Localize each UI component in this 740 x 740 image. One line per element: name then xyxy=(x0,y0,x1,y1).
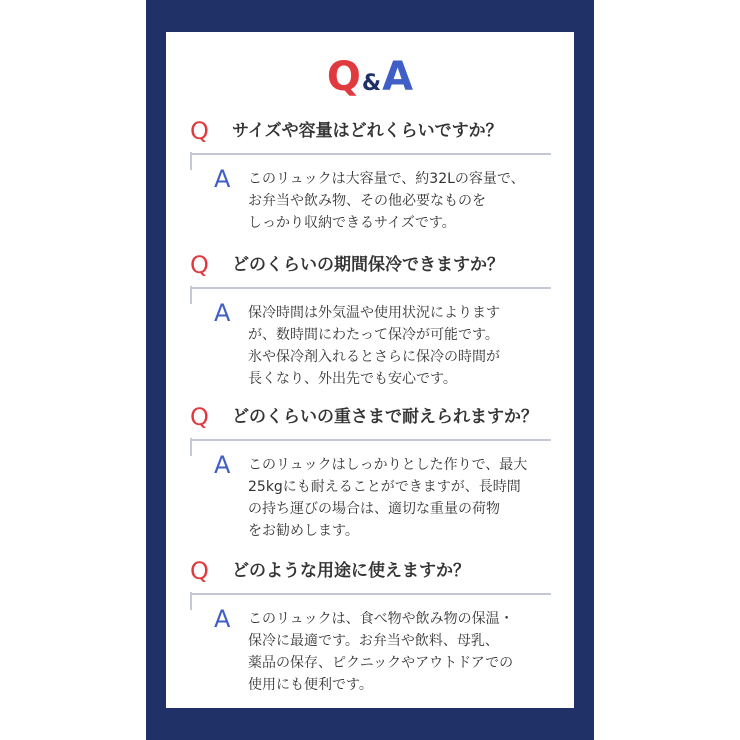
divider-accent-2 xyxy=(190,286,192,304)
answer-2-line: 氷や保冷剤入れるとさらに保冷の時間が xyxy=(248,349,500,365)
answer-mark-1: A xyxy=(214,165,231,193)
answer-1-line: しっかり収納できるサイズです。 xyxy=(248,215,456,231)
answer-1-line: お弁当や飲み物、その他必要なものを xyxy=(248,193,486,209)
question-mark-2: Q xyxy=(190,251,209,279)
divider-accent-3 xyxy=(190,438,192,456)
answer-2-line: 保冷時間は外気温や使用状況によります xyxy=(248,305,500,321)
answer-2-line: が、数時間にわたって保冷が可能です。 xyxy=(248,327,499,343)
question-mark-4: Q xyxy=(190,557,209,585)
answer-3-line: の持ち運びの場合は、適切な重量の荷物 xyxy=(248,501,500,517)
title-q: Q xyxy=(326,54,361,100)
answer-1 xyxy=(248,168,560,234)
answer-3-line: をお勧めします。 xyxy=(248,523,359,539)
title-a: A xyxy=(382,54,414,100)
answer-mark-3: A xyxy=(214,451,231,479)
divider-4 xyxy=(190,593,551,595)
divider-2 xyxy=(190,287,551,289)
question-1: サイズや容量はどれくらいですか？ xyxy=(232,121,503,141)
answer-2 xyxy=(248,302,560,390)
question-mark-3: Q xyxy=(190,403,209,431)
answer-mark-2: A xyxy=(214,299,231,327)
answer-2-line: 長くなり、外出先でも安心です。 xyxy=(248,371,457,387)
answer-4-line: このリュックは、食べ物や飲み物の保温・ xyxy=(248,611,514,627)
answer-4-line: 保冷に最適です。お弁当や飲料、母乳、 xyxy=(248,633,499,649)
qa-title xyxy=(166,54,574,114)
answer-3 xyxy=(248,454,560,542)
qa-card xyxy=(166,32,574,708)
answer-3-line: このリュックはしっかりとした作りで、最大 xyxy=(248,457,528,473)
divider-3 xyxy=(190,439,551,441)
divider-1 xyxy=(190,153,551,155)
title-ampersand: & xyxy=(361,71,382,96)
question-4: どのような用途に使えますか？ xyxy=(232,561,470,581)
answer-3-line: 25kgにも耐えることができますが、長時間 xyxy=(248,479,521,495)
answer-4-line: 使用にも便利です。 xyxy=(248,677,373,693)
question-mark-1: Q xyxy=(190,117,209,145)
question-2: どのくらいの期間保冷できますか？ xyxy=(232,255,504,275)
question-3: どのくらいの重さまで耐えられますか？ xyxy=(232,407,538,427)
answer-mark-4: A xyxy=(214,605,231,633)
answer-4 xyxy=(248,608,560,696)
divider-accent-4 xyxy=(190,592,192,610)
answer-1-line: このリュックは大容量で、約32Lの容量で、 xyxy=(248,171,525,187)
answer-4-line: 薬品の保存、ピクニックやアウトドアでの xyxy=(248,655,514,671)
divider-accent-1 xyxy=(190,152,192,170)
